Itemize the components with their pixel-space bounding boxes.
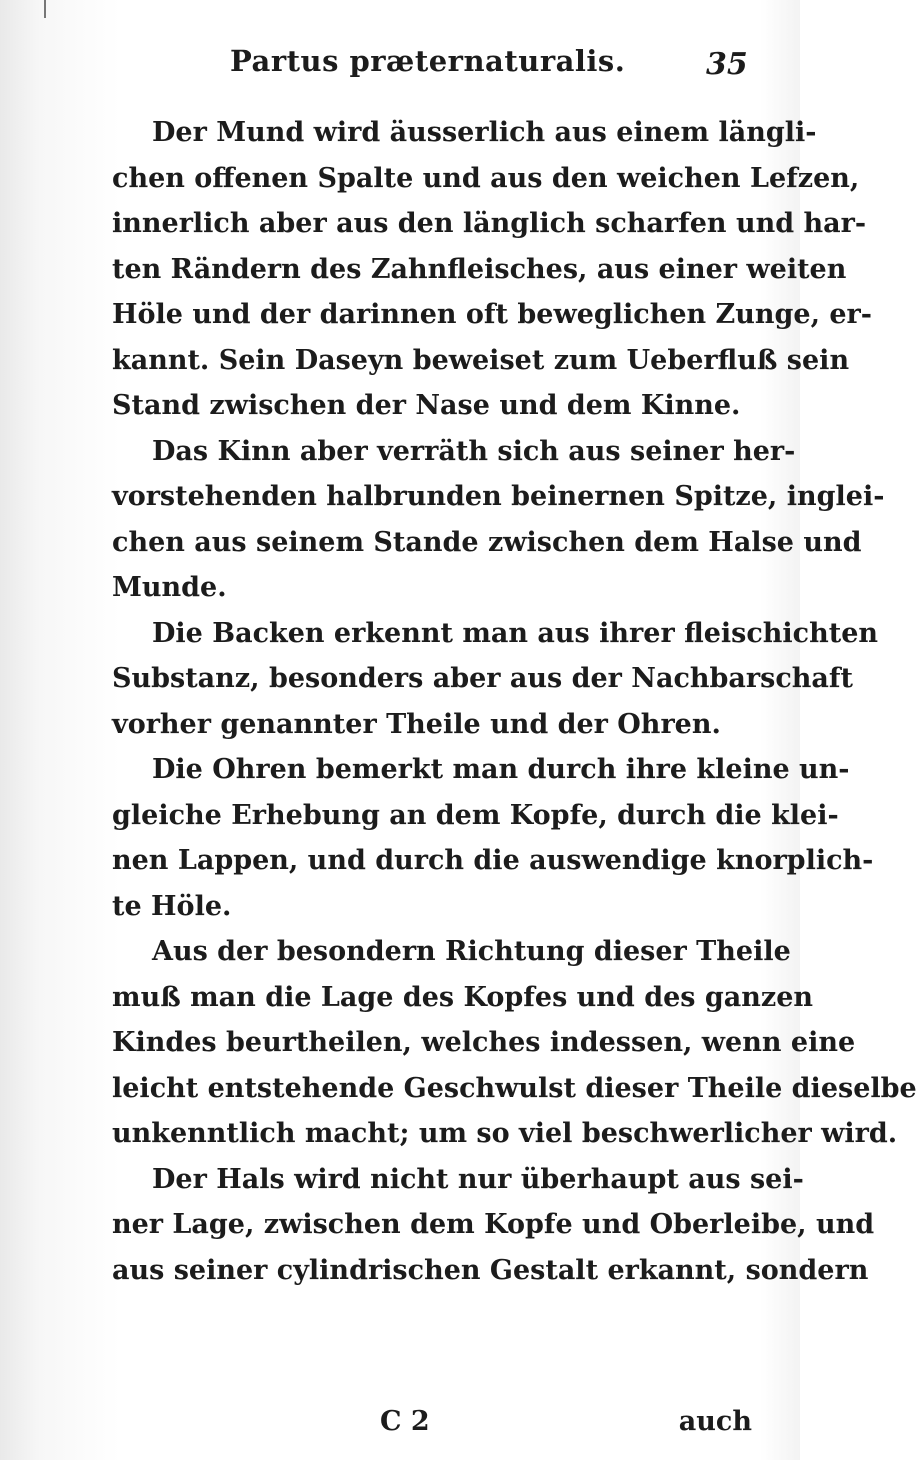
page-number: 35 [706, 47, 748, 82]
text-line: nen Lappen, und durch die auswendige knorplich- [112, 845, 874, 876]
text-line: kannt. Sein Daseyn beweiset zum Ueberfluß sein [112, 344, 850, 376]
paragraph-ears [112, 747, 874, 929]
page-footer [112, 1406, 752, 1446]
text-line: Das Kinn aber verräth sich aus seiner her- [152, 435, 796, 467]
paragraph-direction [112, 929, 917, 1157]
text-line: vorher genannter Theile und der Ohren. [112, 708, 721, 740]
paragraph-neck [112, 1157, 875, 1294]
text-line: Stand zwischen der Nase und dem Kinne. [112, 390, 741, 421]
text-line: chen aus seinem Stande zwischen dem Halse und [112, 526, 862, 558]
text-line: Aus der besondern Richtung dieser Theile [152, 936, 791, 967]
text-line: Die Ohren bemerkt man durch ihre kleine un- [152, 754, 850, 785]
signature-mark: C 2 [380, 1406, 430, 1437]
text-line: muß man die Lage des Kopfes und des ganzen [112, 981, 814, 1013]
text-line: aus seiner cylindrischen Gestalt erkannt, sondern [112, 1254, 869, 1286]
catchword: auch [678, 1406, 752, 1437]
running-title: Partus præternaturalis. [230, 44, 626, 78]
text-line: Die Backen erkennt man aus ihrer fleischichten [152, 617, 879, 649]
margin-mark [44, 0, 46, 18]
text-line: Substanz, besonders aber aus der Nachbarschaft [112, 663, 853, 694]
text-line: Munde. [112, 572, 227, 603]
text-line: vorstehenden halbrunden beinernen Spitze, inglei- [112, 481, 885, 512]
text-line: Höle und der darinnen oft beweglichen Zunge, er- [112, 299, 872, 330]
paragraph-cheeks [112, 611, 879, 748]
text-line: innerlich aber aus den länglich scharfen und har- [112, 208, 867, 239]
text-line: ten Rändern des Zahnfleisches, aus einer weiten [112, 253, 847, 285]
text-line: Kindes beurtheilen, welches indessen, wenn eine [112, 1027, 856, 1058]
text-line: gleiche Erhebung an dem Kopfe, durch die klei- [112, 799, 839, 831]
text-line: Der Hals wird nicht nur überhaupt aus sei- [152, 1163, 804, 1195]
text-line: leicht entstehende Geschwulst dieser Theile dieselbe [112, 1072, 917, 1104]
text-line: ner Lage, zwischen dem Kopfe und Oberleibe, und [112, 1209, 875, 1240]
text-line: te Höle. [112, 890, 232, 922]
text-line: Der Mund wird äusserlich aus einem längli- [152, 117, 817, 148]
text-line: chen offenen Spalte und aus den weichen Lefzen, [112, 162, 860, 194]
text-line: unkenntlich macht; um so viel beschwerlicher wird. [112, 1118, 898, 1149]
body-text [112, 110, 917, 1293]
paragraph-chin [112, 429, 885, 611]
paragraph-mouth [112, 110, 872, 429]
